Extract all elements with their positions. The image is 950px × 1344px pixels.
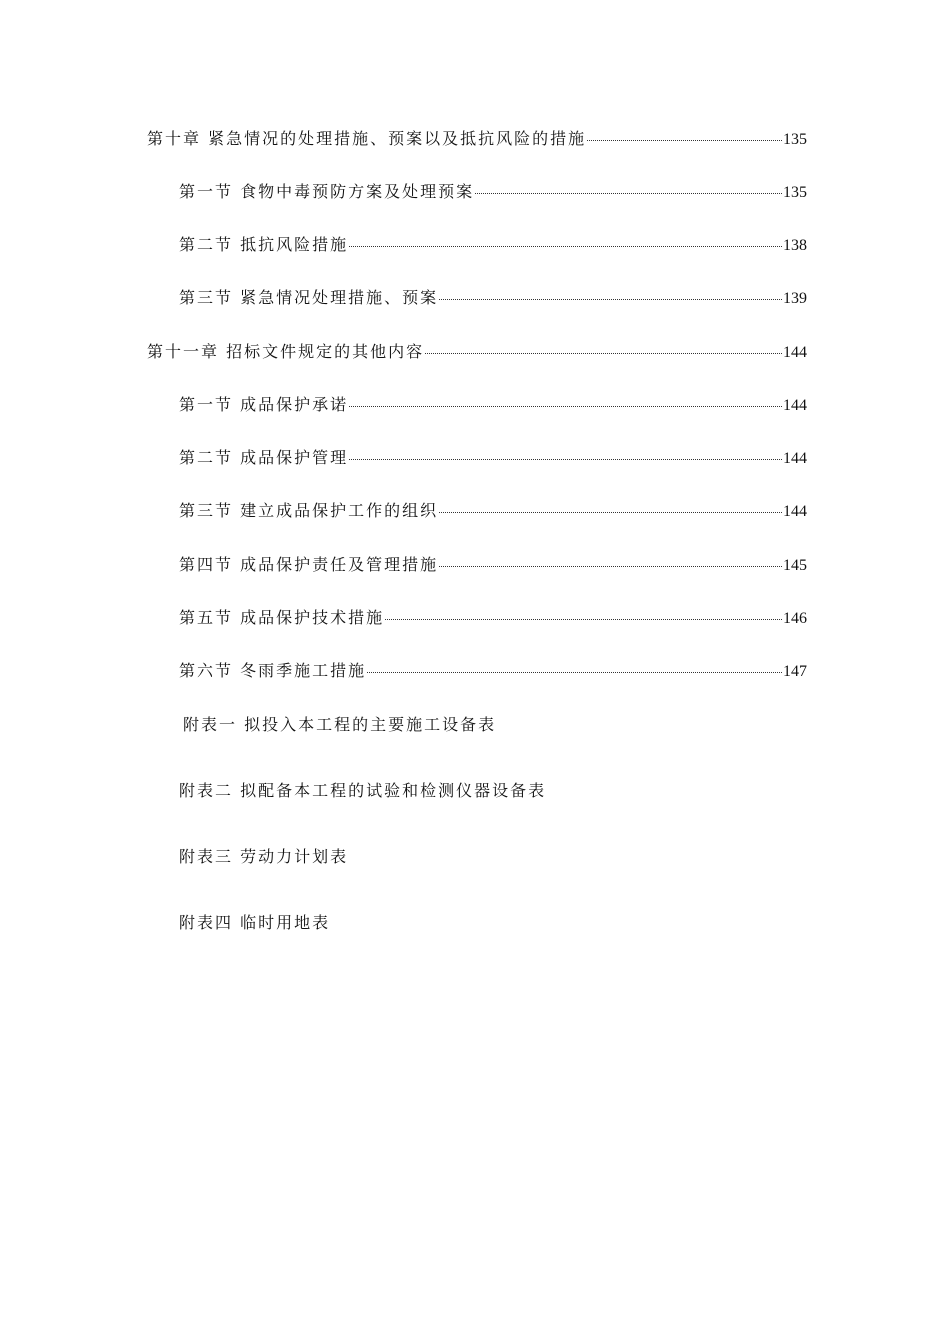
dot-leader: [367, 672, 782, 673]
toc-page-number: 145: [783, 557, 807, 574]
toc-page-number: 144: [783, 450, 807, 467]
dot-leader: [349, 459, 782, 460]
toc-page-number: 146: [783, 610, 807, 627]
dot-leader: [439, 566, 782, 567]
toc-page-number: 138: [783, 237, 807, 254]
toc-title: 第三节 紧急情况处理措施、预案: [179, 288, 439, 307]
appendix-table-2[interactable]: 附表二 拟配备本工程的试验和检测仪器设备表: [179, 781, 547, 800]
dot-leader: [349, 406, 782, 407]
toc-entry-section-10-2[interactable]: [179, 232, 807, 256]
toc-page-number: 139: [783, 290, 807, 307]
toc-title: 第五节 成品保护技术措施: [179, 608, 385, 627]
toc-page-number: 135: [783, 184, 807, 201]
toc-title: 第十一章 招标文件规定的其他内容: [147, 342, 425, 361]
toc-entry-section-11-2[interactable]: [179, 445, 807, 469]
toc-entry-section-11-5[interactable]: [179, 605, 807, 629]
appendix-table-3[interactable]: 附表三 劳动力计划表: [179, 847, 349, 866]
toc-title: 第四节 成品保护责任及管理措施: [179, 555, 439, 574]
toc-page-number: 144: [783, 344, 807, 361]
toc-page-number: 144: [783, 397, 807, 414]
toc-entry-chapter-10[interactable]: [147, 126, 807, 150]
toc-entry-section-11-6[interactable]: [179, 658, 807, 682]
toc-title: 第二节 成品保护管理: [179, 448, 349, 467]
dot-leader: [475, 193, 782, 194]
toc-entry-chapter-11[interactable]: [147, 339, 807, 363]
toc-page-number: 144: [783, 503, 807, 520]
toc-page-number: 147: [783, 663, 807, 680]
appendix-table-4[interactable]: 附表四 临时用地表: [179, 913, 331, 932]
dot-leader: [439, 299, 782, 300]
dot-leader: [587, 140, 782, 141]
toc-entry-section-10-3[interactable]: [179, 285, 807, 309]
toc-entry-section-11-3[interactable]: [179, 498, 807, 522]
toc-title: 第十章 紧急情况的处理措施、预案以及抵抗风险的措施: [147, 129, 587, 148]
toc-entry-section-11-4[interactable]: [179, 552, 807, 576]
toc-title: 第三节 建立成品保护工作的组织: [179, 501, 439, 520]
dot-leader: [425, 353, 782, 354]
dot-leader: [385, 619, 782, 620]
toc-title: 第一节 成品保护承诺: [179, 395, 349, 414]
dot-leader: [349, 246, 782, 247]
toc-entry-section-10-1[interactable]: [179, 179, 807, 203]
toc-page-number: 135: [783, 131, 807, 148]
dot-leader: [439, 512, 782, 513]
toc-title: 第一节 食物中毒预防方案及处理预案: [179, 182, 475, 201]
toc-title: 第二节 抵抗风险措施: [179, 235, 349, 254]
toc-entry-section-11-1[interactable]: [179, 392, 807, 416]
appendix-table-1[interactable]: 附表一 拟投入本工程的主要施工设备表: [183, 715, 497, 734]
toc-title: 第六节 冬雨季施工措施: [179, 661, 367, 680]
